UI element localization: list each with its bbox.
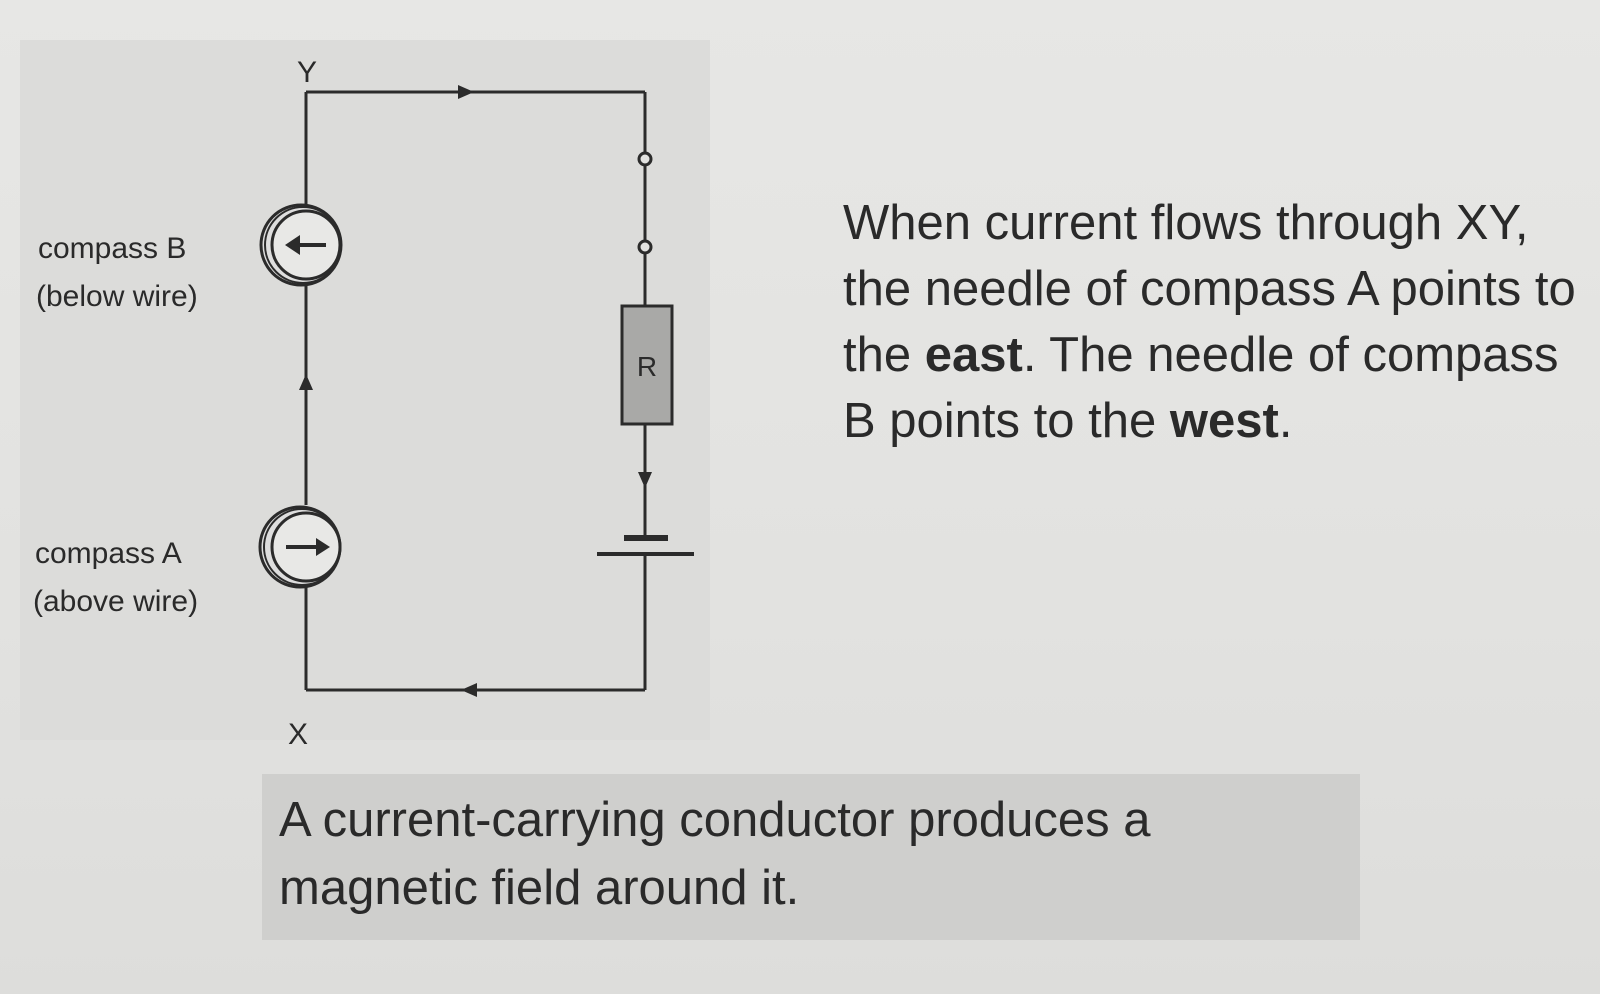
description-part3: . xyxy=(1278,394,1293,448)
compass-b-name: compass B xyxy=(38,232,187,265)
current-arrow-top xyxy=(458,85,474,99)
compass-a-name: compass A xyxy=(35,537,182,570)
terminal-upper xyxy=(639,153,651,165)
terminal-lower xyxy=(639,241,651,253)
terminal-y-label: Y xyxy=(297,56,318,89)
resistor-label: R xyxy=(636,351,658,382)
compass-a-position: (above wire) xyxy=(33,585,199,618)
compass-b-position: (below wire) xyxy=(36,280,198,313)
description-west: west xyxy=(1169,394,1279,448)
description-part2: . The needle of compass B points to the xyxy=(843,328,1559,448)
description-east: east xyxy=(924,328,1023,382)
cell-short-plate xyxy=(624,535,668,541)
summary-text: A current-carrying conductor produces a magnetic field around it. xyxy=(279,793,1151,915)
current-arrow-bottom xyxy=(461,683,477,697)
compass-b xyxy=(261,205,341,285)
description-part1: When current flows through XY, the needle of compass A points to the xyxy=(843,196,1576,382)
compass-a xyxy=(260,507,340,587)
terminal-x-label: X xyxy=(288,718,309,751)
description-paragraph xyxy=(843,190,1583,454)
current-arrow-right xyxy=(638,472,652,488)
cell-long-plate xyxy=(597,552,694,556)
current-arrow-left xyxy=(299,374,313,390)
